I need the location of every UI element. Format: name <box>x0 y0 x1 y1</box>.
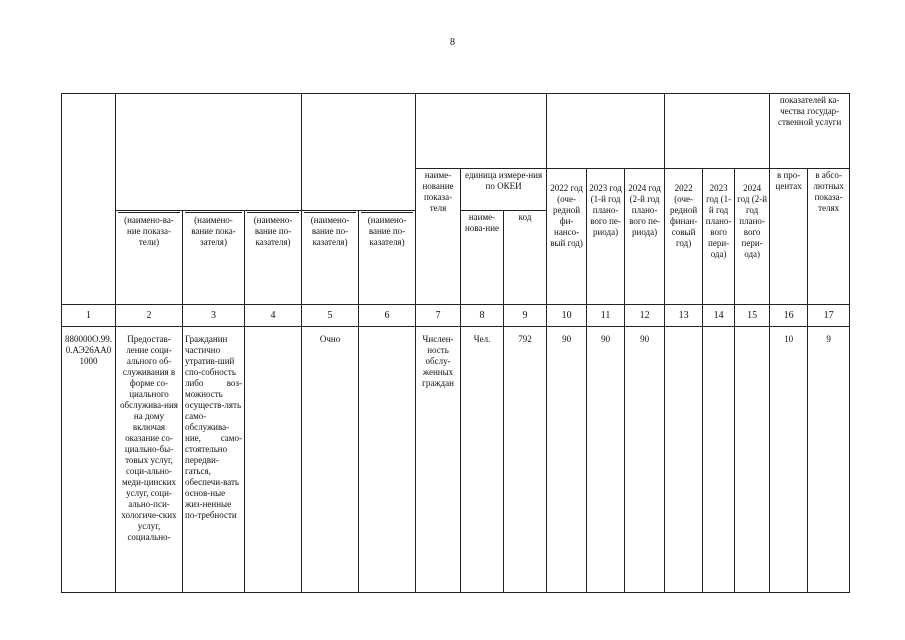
column-number: 1 <box>62 305 116 327</box>
header-2023-fee: 2023 год (1-й год плано-вого пери-ода) <box>703 169 735 305</box>
unit-name: Чел. <box>461 327 504 593</box>
column-number: 17 <box>808 305 850 327</box>
col6-value <box>359 327 416 593</box>
column-number: 3 <box>183 305 245 327</box>
column-number: 12 <box>625 305 665 327</box>
column-number: 11 <box>587 305 625 327</box>
header-2022-fee: 2022 (оче-редной финан-совый год) <box>665 169 703 305</box>
header-2024-plan: 2024 год (2-й год плано-вого пе-риода) <box>625 169 665 305</box>
service-quality-table <box>61 93 850 593</box>
deviation-absolute: 9 <box>808 327 850 593</box>
header-col1-blank <box>62 94 116 305</box>
header-percent: в про-центах <box>770 169 808 305</box>
header-fee-group-blank <box>665 94 770 169</box>
column-number: 4 <box>245 305 302 327</box>
header-unit-code: код <box>504 211 547 305</box>
header-sub-col4: (наимено-вание по-казателя) <box>245 211 302 305</box>
fee-2024 <box>735 327 770 593</box>
header-sub-col6: (наимено-вание по-казателя) <box>359 211 416 305</box>
header-indicator-group-blank <box>416 94 547 169</box>
header-service-group-blank <box>116 94 302 211</box>
column-number: 13 <box>665 305 703 327</box>
value-2024: 90 <box>625 327 665 593</box>
header-absolute: в абсо-лютных показа-телях <box>808 169 850 305</box>
header-indicator-name: наиме-нование показа-теля <box>416 169 461 305</box>
service-form: Очно <box>302 327 359 593</box>
okei-code: 792 <box>504 327 547 593</box>
recipient-category: Гражданин частично утратив-ший спо-собность либо воз-можность осуществ-лять само-обслужива-ние, само-стоятельно передви-гаться, обеспечи-вать основ-ные жиз-ненные по-требности <box>183 327 245 593</box>
column-number: 7 <box>416 305 461 327</box>
table-row <box>62 327 850 593</box>
value-2023: 90 <box>587 327 625 593</box>
header-sub-col2: (наимено-ва-ние показа-тели) <box>116 211 183 305</box>
header-condition-group-blank <box>302 94 416 211</box>
header-unit-group: единица измере-ния по ОКЕИ <box>461 169 547 211</box>
header-sub-col3: (наимено-вание пока-зателя) <box>183 211 245 305</box>
col4-value <box>245 327 302 593</box>
indicator-name: Числен-ность обслу-женных граждан <box>416 327 461 593</box>
column-number: 14 <box>703 305 735 327</box>
fee-2023 <box>703 327 735 593</box>
column-number: 9 <box>504 305 547 327</box>
value-2022: 90 <box>547 327 587 593</box>
column-number: 5 <box>302 305 359 327</box>
registry-code: 880000О.99.0.АЭ26АА01000 <box>62 327 116 593</box>
header-2024-fee: 2024 год (2-й год плано-вого пери-ода) <box>735 169 770 305</box>
column-number: 10 <box>547 305 587 327</box>
header-quality-group: показателей ка-чества государ-ственной услуги <box>770 94 850 169</box>
column-number: 8 <box>461 305 504 327</box>
page-number: 8 <box>450 37 455 48</box>
column-number: 2 <box>116 305 183 327</box>
deviation-percent: 10 <box>770 327 808 593</box>
column-number: 16 <box>770 305 808 327</box>
header-2022-plan: 2022 год (оче-редной фи-нансо-вый год) <box>547 169 587 305</box>
header-sub-col5: (наимено-вание по-казателя) <box>302 211 359 305</box>
column-number: 15 <box>735 305 770 327</box>
header-unit-name: наиме-нова-ние <box>461 211 504 305</box>
service-content: Предостав-ление соци-ального об-служивания в форме со-циального обслужива-ния на дому включая оказание со-циально-бы-товых услуг, соци-ально-меди-цинских услуг, соци-ально-пси-хологиче-ских услуг, социально- <box>116 327 183 593</box>
header-values-group-blank <box>547 94 665 169</box>
header-2023-plan: 2023 год (1-й год плано-вого пе-риода) <box>587 169 625 305</box>
column-number: 6 <box>359 305 416 327</box>
fee-2022 <box>665 327 703 593</box>
